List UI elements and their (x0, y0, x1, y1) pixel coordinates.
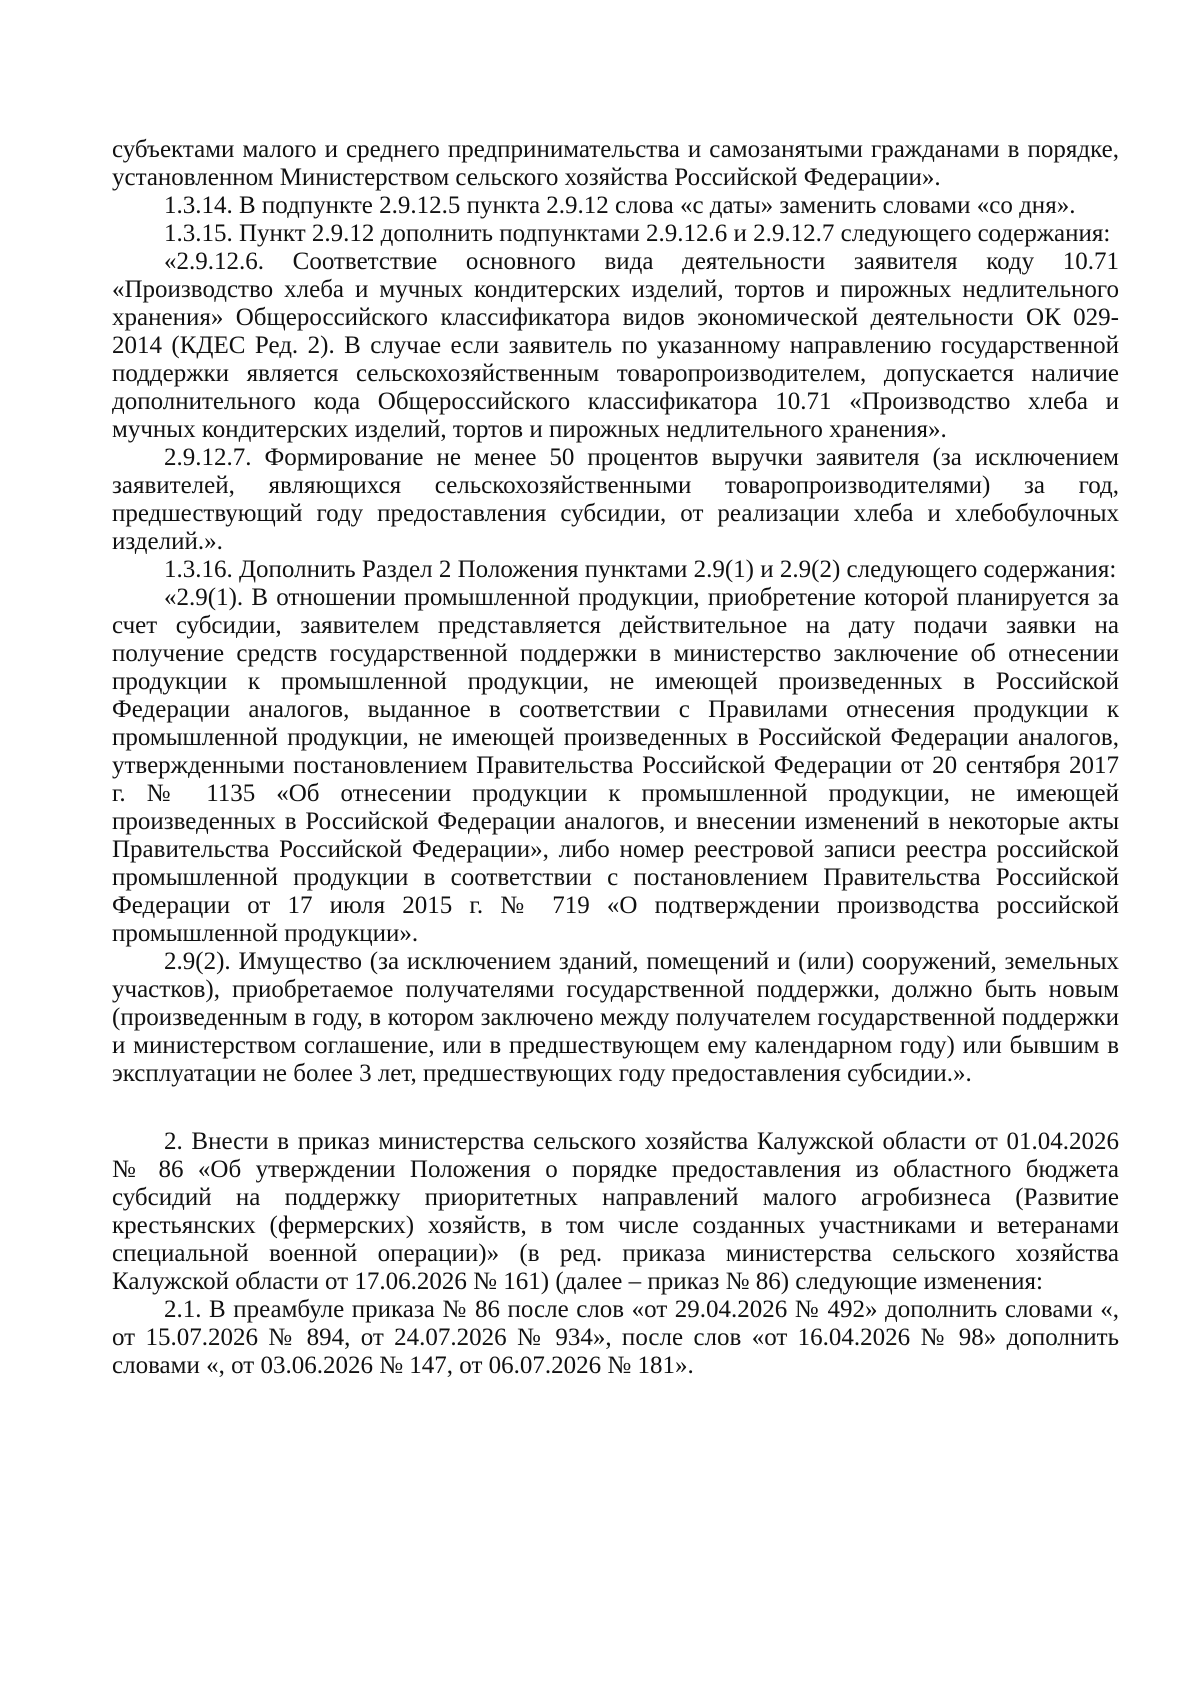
paragraph-2: 2. Внести в приказ министерства сельского хозяйства Калужской области от 01.04.2026 № 86 «Об утверждении Положения о порядке предоставления из областного бюджета субсидий на поддержку приоритетных направлений малого агробизнеса (Развитие крестьянских (фермерских) хозяйств, в том числе созданных участниками и ветеранами специальной военной операции)» (в ред. приказа министерства сельского хозяйства Калужской области от 17.06.2026 № 161) (далее – приказ № 86) следующие изменения: (112, 1128, 1119, 1295)
document-page (112, 136, 1119, 1380)
paragraph-2-1: 2.1. В преамбуле приказа № 86 после слов «от 29.04.2026 № 492» дополнить словами «, от 15.07.2026 № 894, от 24.07.2026 № 934», после слов «от 16.04.2026 № 98» дополнить словами «, от 03.06.2026 № 147, от 06.07.2026 № 181». (112, 1296, 1119, 1379)
paragraph-1-3-15: 1.3.15. Пункт 2.9.12 дополнить подпунктами 2.9.12.6 и 2.9.12.7 следующего содержания: (164, 220, 1111, 247)
paragraph-2-9-12-6: «2.9.12.6. Соответствие основного вида деятельности заявителя коду 10.71 «Производство хлеба и мучных кондитерских изделий, тортов и пирожных недлительного хранения» Общероссийского классификатора видов экономической деятельности ОК 029-2014 (КДЕС Ред. 2). В случае если заявитель по указанному направлению государственной поддержки является сельскохозяйственным товаропроизводителем, допускается наличие дополнительного кода Общероссийского классификатора 10.71 «Производство хлеба и мучных кондитерских изделий, тортов и пирожных недлительного хранения». (112, 248, 1119, 443)
paragraph-2-9-2: 2.9(2). Имущество (за исключением зданий, помещений и (или) сооружений, земельных участков), приобретаемое получателями государственной поддержки, должно быть новым (произведенным в году, в котором заключено между получателем государственной поддержки и министерством соглашение, или в предшествующем ему календарном году) или бывшим в эксплуатации не более 3 лет, предшествующих году предоставления субсидии.». (112, 948, 1119, 1087)
paragraph-1-3-14: 1.3.14. В подпункте 2.9.12.5 пункта 2.9.12 слова «с даты» заменить словами «со дня». (164, 192, 1076, 219)
paragraph-1-3-16: 1.3.16. Дополнить Раздел 2 Положения пунктами 2.9(1) и 2.9(2) следующего содержания: (164, 556, 1117, 583)
paragraph-2-9-12-7: 2.9.12.7. Формирование не менее 50 процентов выручки заявителя (за исключением заявителей, являющихся сельскохозяйственными товаропроизводителями) за год, предшествующий году предоставления субсидии, от реализации хлеба и хлебобулочных изделий.». (112, 444, 1119, 555)
paragraph-continuation: субъектами малого и среднего предпринимательства и самозанятыми гражданами в порядке, установленном Министерством сельского хозяйства Российской Федерации». (112, 136, 1119, 191)
paragraph-2-9-1: «2.9(1). В отношении промышленной продукции, приобретение которой планируется за счет субсидии, заявителем представляется действительное на дату подачи заявки на получение средств государственной поддержки в министерство заключение об отнесении продукции к промышленной продукции, не имеющей произведенных в Российской Федерации аналогов, выданное в соответствии с Правилами отнесения продукции к промышленной продукции, не имеющей произведенных в Российской Федерации аналогов, утвержденными постановлением Правительства Российской Федерации от 20 сентября 2017 г. № 1135 «Об отнесении продукции к промышленной продукции, не имеющей произведенных в Российской Федерации аналогов, и внесении изменений в некоторые акты Правительства Российской Федерации», либо номер реестровой записи реестра российской промышленной продукции в соответствии с постановлением Правительства Российской Федерации от 17 июля 2015 г. № 719 «О подтверждении производства российской промышленной продукции». (112, 584, 1119, 947)
